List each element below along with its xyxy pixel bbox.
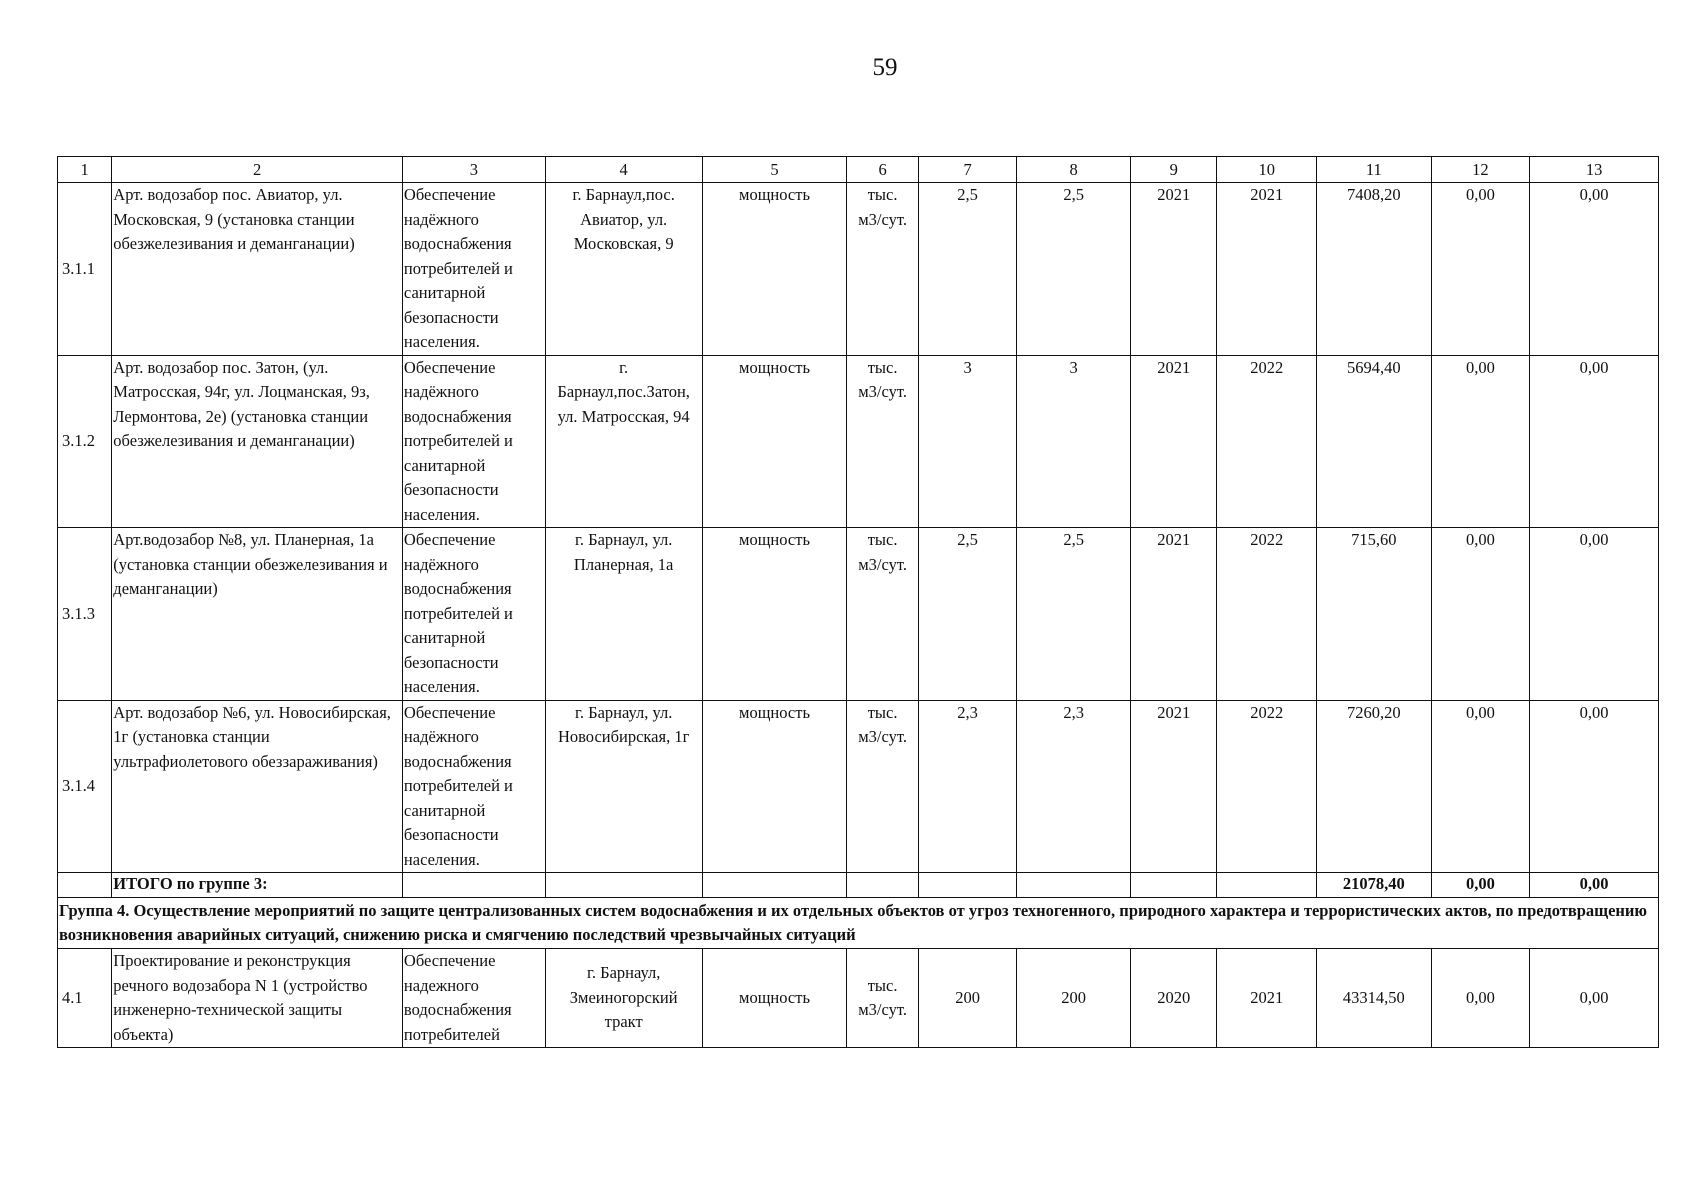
end-year: 2021 bbox=[1217, 949, 1317, 1048]
column-header: 8 bbox=[1017, 157, 1131, 183]
column-header: 13 bbox=[1530, 157, 1659, 183]
project-location: г. Барнаул,пос. Авиатор, ул. Московская, 9 bbox=[572, 185, 675, 253]
page-number: 59 bbox=[872, 54, 898, 81]
column-header: 7 bbox=[918, 157, 1017, 183]
start-year: 2021 bbox=[1130, 528, 1216, 701]
cost-col11: 7408,20 bbox=[1317, 183, 1432, 356]
end-year: 2022 bbox=[1217, 528, 1317, 701]
value-col7: 2,3 bbox=[918, 700, 1017, 873]
total-col11: 21078,40 bbox=[1317, 873, 1432, 898]
project-name: Проектирование и реконструкция речного водозабора N 1 (устройство инженерно-технической защиты объекта) bbox=[112, 949, 403, 1048]
cost-col11: 43314,50 bbox=[1317, 949, 1432, 1048]
cost-col12: 0,00 bbox=[1431, 528, 1530, 701]
end-year: 2022 bbox=[1217, 700, 1317, 873]
project-name: Арт. водозабор пос. Затон, (ул. Матросская, 94г, ул. Лоцманская, 9з, Лермонтова, 2е) (установка станции обезжелезивания и деманганации) bbox=[112, 355, 403, 528]
unit: тыс. м3/сут. bbox=[858, 530, 907, 574]
empty-cell bbox=[1130, 873, 1216, 898]
cost-col13: 0,00 bbox=[1530, 700, 1659, 873]
cost-col11: 5694,40 bbox=[1317, 355, 1432, 528]
value-col7: 2,5 bbox=[918, 528, 1017, 701]
column-header: 12 bbox=[1431, 157, 1530, 183]
total-label: ИТОГО по группе 3: bbox=[112, 873, 403, 898]
cost-col13: 0,00 bbox=[1530, 183, 1659, 356]
project-location: г. Барнаул, ул. Планерная, 1а bbox=[573, 530, 674, 574]
project-name: Арт. водозабор №6, ул. Новосибирская, 1г (установка станции ультрафиолетового обеззараживания) bbox=[112, 700, 403, 873]
cost-col13: 0,00 bbox=[1530, 528, 1659, 701]
project-name: Арт. водозабор пос. Авиатор, ул. Московская, 9 (установка станции обезжелезивания и деманганации) bbox=[112, 183, 403, 356]
empty-cell bbox=[402, 873, 545, 898]
indicator: мощность bbox=[702, 355, 847, 528]
indicator: мощность bbox=[702, 700, 847, 873]
unit: тыс. м3/сут. bbox=[858, 975, 907, 1019]
column-header: 9 bbox=[1130, 157, 1216, 183]
unit: тыс. м3/сут. bbox=[858, 357, 907, 401]
empty-cell bbox=[545, 873, 702, 898]
table-row bbox=[58, 183, 1659, 356]
value-col7: 3 bbox=[918, 355, 1017, 528]
group4-heading: Группа 4. Осуществление мероприятий по защите централизованных систем водоснабжения и их отдельных объектов от угроз техногенного, природного характера и террористических актов, по предотвращению возникновения аварийных ситуаций, снижению риска и смягчению последствий чрезвычайных ситуаций bbox=[58, 898, 1659, 949]
end-year: 2021 bbox=[1217, 183, 1317, 356]
column-header: 4 bbox=[545, 157, 702, 183]
value-col7: 200 bbox=[918, 949, 1017, 1048]
cost-col11: 715,60 bbox=[1317, 528, 1432, 701]
start-year: 2020 bbox=[1130, 949, 1216, 1048]
cost-col11: 7260,20 bbox=[1317, 700, 1432, 873]
value-col8: 3 bbox=[1017, 355, 1131, 528]
unit: тыс. м3/сут. bbox=[858, 702, 907, 746]
group-heading-row bbox=[58, 898, 1659, 949]
cost-col13: 0,00 bbox=[1530, 355, 1659, 528]
empty-cell bbox=[1217, 873, 1317, 898]
table-row bbox=[58, 700, 1659, 873]
project-location: г. Барнаул, Змеиногорский тракт bbox=[569, 963, 678, 1032]
indicator: мощность bbox=[702, 949, 847, 1048]
cost-col12: 0,00 bbox=[1431, 355, 1530, 528]
cost-col12: 0,00 bbox=[1431, 183, 1530, 356]
table-row bbox=[58, 949, 1659, 1048]
table-row bbox=[58, 528, 1659, 701]
column-header: 6 bbox=[847, 157, 918, 183]
start-year: 2021 bbox=[1130, 700, 1216, 873]
row-number: 4.1 bbox=[58, 949, 112, 1048]
empty-cell bbox=[1017, 873, 1131, 898]
value-col8: 2,5 bbox=[1017, 528, 1131, 701]
indicator: мощность bbox=[702, 183, 847, 356]
row-number: 3.1.4 bbox=[58, 700, 112, 873]
empty-cell bbox=[918, 873, 1017, 898]
value-col8: 200 bbox=[1017, 949, 1131, 1048]
empty-cell bbox=[847, 873, 918, 898]
cost-col12: 0,00 bbox=[1431, 949, 1530, 1048]
project-purpose: Обеспечение надёжного водоснабжения потребителей и санитарной безопасности населения. bbox=[403, 702, 513, 869]
column-header: 3 bbox=[402, 157, 545, 183]
row-number: 3.1.1 bbox=[58, 183, 112, 356]
project-name: Арт.водозабор №8, ул. Планерная, 1а (установка станции обезжелезивания и деманганации) bbox=[112, 528, 403, 701]
column-header: 11 bbox=[1317, 157, 1432, 183]
value-col8: 2,3 bbox=[1017, 700, 1131, 873]
column-header: 2 bbox=[112, 157, 403, 183]
empty-cell bbox=[58, 873, 112, 898]
column-header-row bbox=[58, 157, 1659, 183]
project-location: г. Барнаул,пос.Затон, ул. Матросская, 94 bbox=[557, 357, 690, 426]
total-col13: 0,00 bbox=[1530, 873, 1659, 898]
column-header: 10 bbox=[1217, 157, 1317, 183]
total-row bbox=[58, 873, 1659, 898]
cost-col12: 0,00 bbox=[1431, 700, 1530, 873]
unit: тыс. м3/сут. bbox=[858, 185, 907, 229]
table-row bbox=[58, 355, 1659, 528]
total-col12: 0,00 bbox=[1431, 873, 1530, 898]
row-number: 3.1.2 bbox=[58, 355, 112, 528]
cost-col13: 0,00 bbox=[1530, 949, 1659, 1048]
project-purpose: Обеспечение надёжного водоснабжения потребителей и санитарной безопасности населения. bbox=[403, 530, 513, 696]
value-col7: 2,5 bbox=[918, 183, 1017, 356]
column-header: 5 bbox=[702, 157, 847, 183]
empty-cell bbox=[702, 873, 847, 898]
indicator: мощность bbox=[702, 528, 847, 701]
project-purpose: Обеспечение надежного водоснабжения потребителей bbox=[403, 951, 512, 1044]
start-year: 2021 bbox=[1130, 355, 1216, 528]
end-year: 2022 bbox=[1217, 355, 1317, 528]
value-col8: 2,5 bbox=[1017, 183, 1131, 356]
project-purpose: Обеспечение надёжного водоснабжения потребителей и санитарной безопасности населения. bbox=[403, 357, 513, 524]
investment-table bbox=[57, 156, 1659, 1048]
project-location: г. Барнаул, ул. Новосибирская, 1г bbox=[557, 702, 690, 746]
row-number: 3.1.3 bbox=[58, 528, 112, 701]
start-year: 2021 bbox=[1130, 183, 1216, 356]
project-purpose: Обеспечение надёжного водоснабжения потребителей и санитарной безопасности населения. bbox=[403, 185, 513, 351]
column-header: 1 bbox=[58, 157, 112, 183]
